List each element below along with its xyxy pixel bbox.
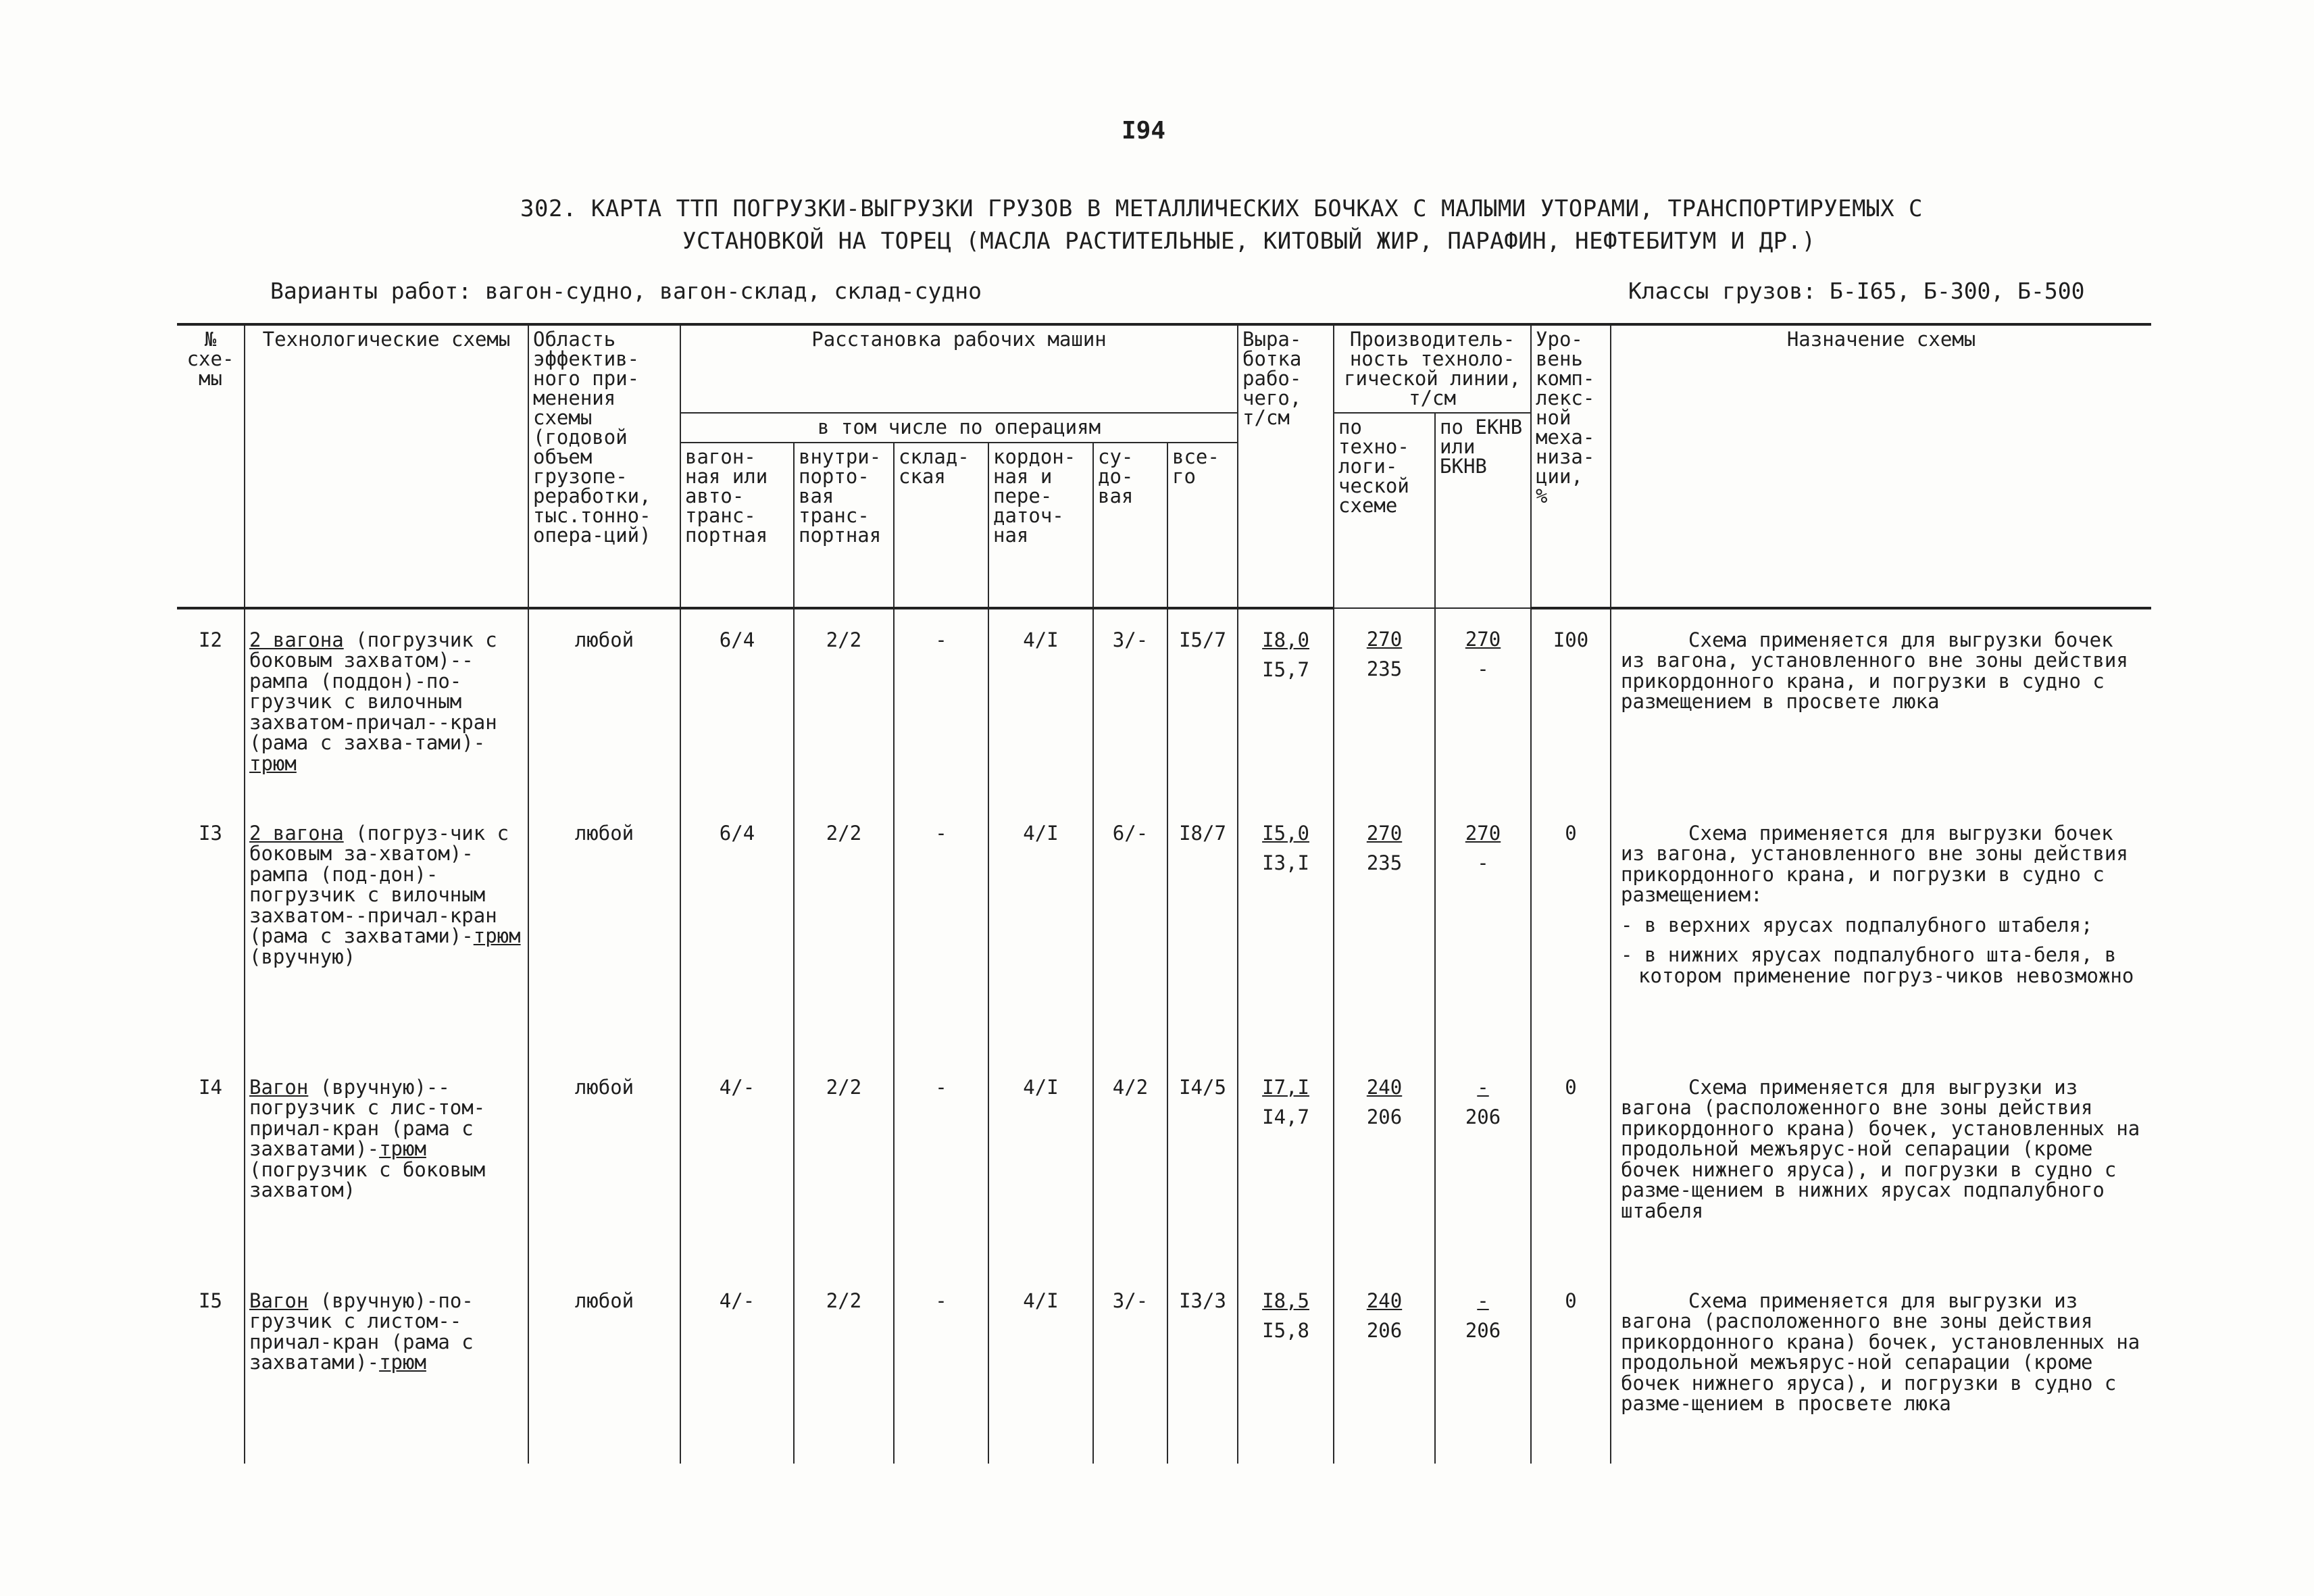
scheme-description — [245, 803, 528, 1057]
output-value — [1238, 608, 1334, 803]
output-numerator: I8,5 — [1262, 1289, 1309, 1312]
table-row — [177, 1270, 2151, 1464]
prod-eknv-value — [1435, 1270, 1531, 1464]
header-prod-scheme: по техно-логи-ческой схеме — [1334, 413, 1435, 608]
scheme-body: (вручную)--погрузчик с лис-том-причал-кран (рама с захватами)- — [249, 1076, 486, 1161]
purpose-text: Схема применяется для выгрузки из вагона (расположенного вне зоны действия прикордонного крана) бочек, установленных на продольной межъярус-ной сепарации (кроме бочек нижнего яруса), и погрузки в судно с разме-щением в просвете люка — [1621, 1289, 2140, 1416]
eknv-numerator: - — [1477, 1289, 1489, 1312]
op-total-value: I8/7 — [1167, 803, 1238, 1057]
area-value: любой — [528, 1270, 680, 1464]
header-op-warehouse: склад-ская — [894, 443, 988, 608]
scheme-start: 2 вагона — [249, 822, 344, 845]
op-cordon-value: 4/I — [988, 1057, 1093, 1270]
scheme-end: трюм — [379, 1137, 426, 1161]
header-op-cordon: кордон-ная и пере-даточ-ная — [988, 443, 1093, 608]
output-denominator: I4,7 — [1262, 1105, 1309, 1129]
header-output: Выра-ботка рабо-чего, т/см — [1238, 324, 1334, 608]
header-tech-schemes: Технологические схемы — [245, 324, 528, 608]
scheme-start: Вагон — [249, 1289, 309, 1312]
mech-level-value: I00 — [1531, 608, 1611, 803]
op-total-value: I3/3 — [1167, 1270, 1238, 1464]
op-internal-value: 2/2 — [794, 608, 894, 803]
op-wagon-value: 4/- — [680, 1270, 794, 1464]
output-denominator: I5,8 — [1262, 1319, 1309, 1343]
header-op-internal: внутри-порто-вая транс-портная — [794, 443, 894, 608]
purpose-text: Схема применяется для выгрузки бочек из вагона, установленного вне зоны действия прикордонного крана, и погрузки в судно с размещением в просвете люка — [1621, 628, 2128, 714]
output-denominator: I3,I — [1262, 851, 1309, 875]
op-ship-value: 6/- — [1093, 803, 1167, 1057]
mech-level-value: 0 — [1531, 1057, 1611, 1270]
scheme-number: I4 — [177, 1057, 245, 1270]
op-warehouse-value: - — [894, 803, 988, 1057]
prod-denominator: 206 — [1366, 1105, 1403, 1129]
scheme-end: трюм — [249, 751, 297, 775]
output-value — [1238, 1057, 1334, 1270]
scheme-purpose — [1611, 608, 2151, 803]
scheme-end: трюм — [379, 1351, 426, 1374]
header-op-ship: су-до-вая — [1093, 443, 1167, 608]
scheme-body: (погрузчик с боковым захватом)--рампа (поддон)-по-грузчик с вилочным захватом-причал--кран (рама с захва-тами)- — [249, 628, 497, 755]
op-ship-value: 3/- — [1093, 608, 1167, 803]
prod-scheme-value — [1334, 1270, 1435, 1464]
eknv-denominator: - — [1477, 657, 1489, 681]
eknv-numerator: 270 — [1465, 822, 1501, 845]
area-value: любой — [528, 1057, 680, 1270]
purpose-text: Схема применяется для выгрузки из вагона (расположенного вне зоны действия прикордонного крана) бочек, установленных на продольной межъярус-ной сепарации (кроме бочек нижнего яруса), и погрузки в судно с разме-щением в нижних ярусах подпалубного штабеля — [1621, 1076, 2140, 1222]
prod-scheme-value — [1334, 608, 1435, 803]
cargo-classes: Классы грузов: Б-I65, Б-300, Б-500 — [1628, 278, 2085, 304]
scheme-purpose — [1611, 1270, 2151, 1464]
purpose-item: - в верхних ярусах подпалубного штабеля; — [1621, 913, 2093, 937]
op-cordon-value: 4/I — [988, 1270, 1093, 1464]
prod-eknv-value — [1435, 803, 1531, 1057]
output-value — [1238, 1270, 1334, 1464]
scheme-body: (вручную)-по-грузчик с листом--причал-кран (рама с захватами)- — [249, 1289, 474, 1374]
prod-eknv-value — [1435, 1057, 1531, 1270]
op-total-value: I4/5 — [1167, 1057, 1238, 1270]
eknv-denominator: 206 — [1465, 1319, 1501, 1343]
op-warehouse-value: - — [894, 1270, 988, 1464]
document-title-line-1: 302. КАРТА ТТП ПОГРУЗКИ-ВЫГРУЗКИ ГРУЗОВ В МЕТАЛЛИЧЕСКИХ БОЧКАХ С МАЛЫМИ УТОРАМИ, ТРАНСПОРТИРУЕМЫХ С — [520, 195, 1923, 222]
prod-scheme-value — [1334, 803, 1435, 1057]
mech-level-value: 0 — [1531, 1270, 1611, 1464]
header-purpose: Назначение схемы — [1611, 324, 2151, 608]
document-title-line-2: УСТАНОВКОЙ НА ТОРЕЦ (МАСЛА РАСТИТЕЛЬНЫЕ, КИТОВЫЙ ЖИР, ПАРАФИН, НЕФТЕБИТУМ И ДР.) — [682, 228, 1816, 255]
op-wagon-value: 6/4 — [680, 608, 794, 803]
op-wagon-value: 4/- — [680, 1057, 794, 1270]
header-mech-level: Уро-вень комп-лекс-ной меха-низа-ции, % — [1531, 324, 1611, 608]
scheme-tail: (вручную) — [249, 945, 356, 968]
op-ship-value: 3/- — [1093, 1270, 1167, 1464]
op-cordon-value: 4/I — [988, 608, 1093, 803]
mech-level-value: 0 — [1531, 803, 1611, 1057]
scheme-description — [245, 608, 528, 803]
eknv-numerator: - — [1477, 1076, 1489, 1099]
scheme-start: Вагон — [249, 1076, 309, 1099]
header-productivity: Производитель-ность техноло-гической линии, т/см — [1334, 324, 1531, 413]
header-placement: Расстановка рабочих машин — [680, 324, 1238, 413]
op-internal-value: 2/2 — [794, 803, 894, 1057]
output-value — [1238, 803, 1334, 1057]
page-number: I94 — [1122, 117, 1166, 145]
eknv-numerator: 270 — [1465, 628, 1501, 651]
scheme-number: I2 — [177, 608, 245, 803]
op-ship-value: 4/2 — [1093, 1057, 1167, 1270]
op-wagon-value: 6/4 — [680, 803, 794, 1057]
table-row — [177, 608, 2151, 803]
work-variants: Варианты работ: вагон-судно, вагон-склад, склад-судно — [270, 278, 982, 304]
scheme-start: 2 вагона — [249, 628, 344, 651]
op-warehouse-value: - — [894, 608, 988, 803]
scheme-purpose — [1611, 803, 2151, 1057]
header-including-ops: в том числе по операциям — [680, 413, 1238, 443]
prod-denominator: 235 — [1366, 851, 1403, 875]
output-numerator: I7,I — [1262, 1076, 1309, 1099]
area-value: любой — [528, 608, 680, 803]
prod-numerator: 270 — [1366, 628, 1403, 651]
output-numerator: I5,0 — [1262, 822, 1309, 845]
header-scheme-no: № схе-мы — [177, 324, 245, 608]
op-internal-value: 2/2 — [794, 1057, 894, 1270]
prod-eknv-value — [1435, 608, 1531, 803]
prod-denominator: 235 — [1366, 657, 1403, 681]
scheme-description — [245, 1057, 528, 1270]
purpose-item: - в нижних ярусах подпалубного шта-беля, в котором применение погруз-чиков невозможно — [1621, 943, 2134, 987]
header-area: Область эффектив-ного при-менения схемы (годовой объем грузопе-реработки, тыс.тонно-опера-ций) — [528, 324, 680, 608]
table-row — [177, 803, 2151, 1057]
op-total-value: I5/7 — [1167, 608, 1238, 803]
prod-numerator: 270 — [1366, 822, 1403, 845]
header-op-total: все-го — [1167, 443, 1238, 608]
scheme-number: I5 — [177, 1270, 245, 1464]
header-prod-eknv: по ЕКНВ или БКНВ — [1435, 413, 1531, 608]
purpose-text: Схема применяется для выгрузки бочек из вагона, установленного вне зоны действия прикордонного крана, и погрузки в судно с размещением: — [1621, 822, 2128, 907]
eknv-denominator: 206 — [1465, 1105, 1501, 1129]
scheme-purpose — [1611, 1057, 2151, 1270]
area-value: любой — [528, 803, 680, 1057]
schemes-table — [177, 323, 2151, 1464]
op-cordon-value: 4/I — [988, 803, 1093, 1057]
output-denominator: I5,7 — [1262, 658, 1309, 682]
scheme-description — [245, 1270, 528, 1464]
scheme-body: (погруз-чик с боковым за-хватом)-рампа (под-дон)-погрузчик с вилочным захватом--причал-кран (рама с захватами)- — [249, 822, 509, 948]
header-op-wagon: вагон-ная или авто-транс-портная — [680, 443, 794, 608]
eknv-denominator: - — [1477, 851, 1489, 875]
prod-scheme-value — [1334, 1057, 1435, 1270]
scheme-end: трюм — [473, 924, 521, 948]
output-numerator: I8,0 — [1262, 628, 1309, 651]
prod-denominator: 206 — [1366, 1319, 1403, 1343]
prod-numerator: 240 — [1366, 1289, 1403, 1312]
prod-numerator: 240 — [1366, 1076, 1403, 1099]
scheme-number: I3 — [177, 803, 245, 1057]
table-row — [177, 1057, 2151, 1270]
op-warehouse-value: - — [894, 1057, 988, 1270]
scheme-tail: (погрузчик с боковым захватом) — [249, 1157, 486, 1202]
op-internal-value: 2/2 — [794, 1270, 894, 1464]
